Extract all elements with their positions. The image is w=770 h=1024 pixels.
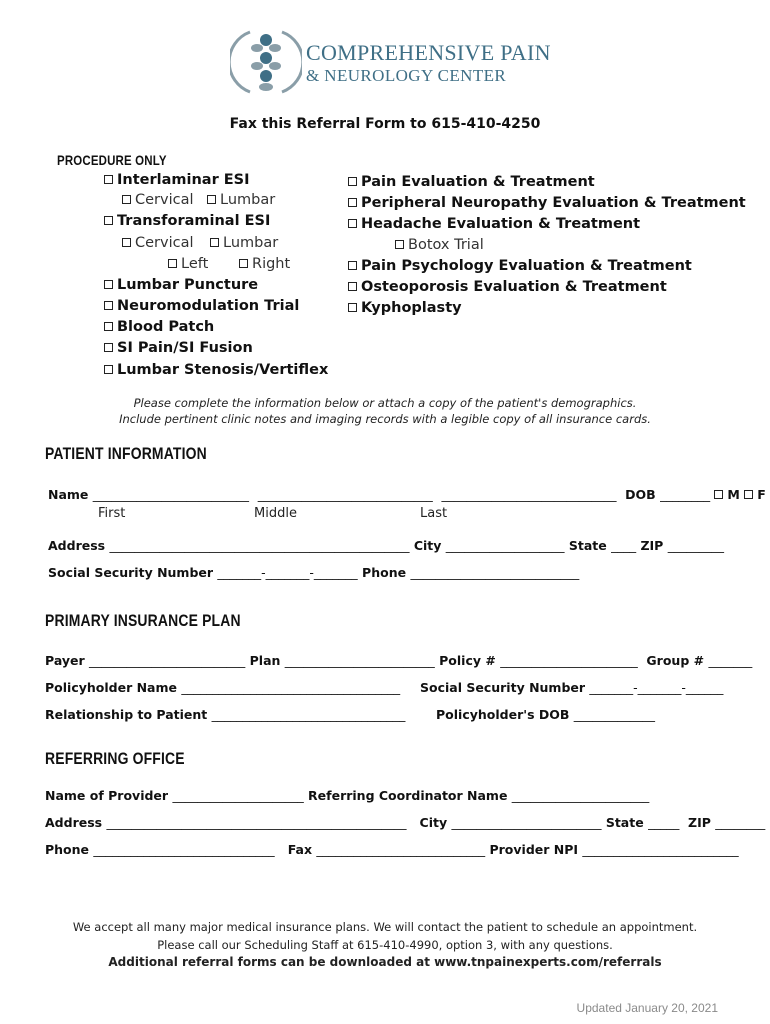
option-label: Kyphoplasty [361,300,462,316]
checkbox-icon[interactable] [348,177,357,186]
checkbox-icon[interactable] [239,259,248,268]
coordinator-field[interactable]: ______________________ [511,788,650,803]
option-label: Lumbar [220,192,276,208]
state-label: State [568,538,607,553]
option-label: Right [252,256,291,272]
option-label: Left [181,256,209,272]
option-headache[interactable] [348,216,640,232]
checkbox-icon[interactable] [104,365,113,374]
holder-ssn-label: Social Security Number [420,680,586,695]
option-osteoporosis[interactable] [348,279,667,295]
checkbox-icon[interactable] [122,238,131,247]
logo-emblem-icon [230,26,302,98]
option-label: Lumbar [223,235,279,251]
city-field[interactable]: ___________________ [445,538,565,553]
org-name-line1: COMPREHENSIVE PAIN [306,40,551,65]
referring-row-2 [45,815,765,830]
relationship-field[interactable]: _______________________________ [211,707,406,722]
option-label: Neuromodulation Trial [117,298,300,314]
option-interlaminar-esi[interactable] [104,172,250,188]
fax-instruction: Fax this Referral Form to 615-410-4250 [229,116,541,132]
option-il-cervical[interactable] [122,192,194,208]
option-label: Pain Evaluation & Treatment [361,174,595,190]
dob-label: DOB [625,487,656,502]
option-tf-right[interactable] [239,256,290,272]
option-kyphoplasty[interactable] [348,300,462,316]
option-label: Interlaminar ESI [117,172,250,188]
policyholder-name-label: Policyholder Name [45,680,177,695]
ssn-label: Social Security Number [48,565,214,580]
option-pain-evaluation[interactable] [348,174,595,190]
sex-m-label: M [727,487,740,502]
holder-dob-group [436,707,655,722]
plan-label: Plan [249,653,281,668]
first-sublabel: First [98,506,126,521]
option-label: Pain Psychology Evaluation & Treatment [361,258,692,274]
option-il-lumbar[interactable] [207,192,275,208]
option-label: Osteoporosis Evaluation & Treatment [361,279,667,295]
insurance-row-1 [45,653,752,668]
provider-name-label: Name of Provider [45,788,169,803]
patient-info-heading: PATIENT INFORMATION [45,444,207,463]
address-field[interactable]: ________________________________________________ [109,538,410,553]
option-neuropathy[interactable] [348,195,746,211]
office-zip-field[interactable]: ________ [715,815,766,830]
option-label: Botox Trial [408,237,484,253]
office-phone-field[interactable]: _____________________________ [93,842,275,857]
policy-field[interactable]: ______________________ [500,653,638,668]
checkbox-icon[interactable] [348,219,357,228]
patient-name-row [48,487,766,502]
option-lumbar-stenosis[interactable] [104,362,328,378]
policy-label: Policy # [439,653,496,668]
option-label: Headache Evaluation & Treatment [361,216,641,232]
option-label: Peripheral Neuropathy Evaluation & Treatment [361,195,746,211]
phone-field[interactable]: ___________________________ [410,565,580,580]
city-label: City [413,538,442,553]
zip-label: ZIP [640,538,664,553]
checkbox-icon[interactable] [122,195,131,204]
option-si-pain[interactable] [104,340,253,356]
option-label: Cervical [135,192,194,208]
office-state-field[interactable]: _____ [648,815,680,830]
footer-line-3: Additional referral forms can be downloaded at www.tnpainexperts.com/referrals [108,955,662,969]
office-city-label: City [419,815,448,830]
office-city-field[interactable]: ________________________ [451,815,602,830]
checkbox-icon[interactable] [104,216,113,225]
office-state-label: State [605,815,644,830]
option-transforaminal-esi[interactable] [104,213,270,229]
option-tf-left[interactable] [168,256,208,272]
state-field[interactable]: ____ [611,538,637,553]
office-address-label: Address [45,815,103,830]
office-phone-label: Phone [45,842,90,857]
logo [230,26,550,98]
checkbox-icon[interactable] [714,490,723,499]
dob-field[interactable]: ________ [660,487,711,502]
option-neuromodulation[interactable] [104,298,299,314]
patient-address-row [48,538,724,553]
holder-dob-field[interactable]: _____________ [573,707,655,722]
referring-row-3 [45,842,739,857]
option-label: Cervical [135,235,194,251]
footer-line-2: Please call our Scheduling Staff at 615-410-4990, option 3, with any questions. [157,938,613,952]
payer-label: Payer [45,653,85,668]
sex-f-label: F [757,487,766,502]
coordinator-label: Referring Coordinator Name [308,788,508,803]
middle-sublabel: Middle [254,506,297,521]
instruction-line-1: Please complete the information below or attach a copy of the patient's demographics. [133,396,637,410]
option-label: Lumbar Puncture [117,277,259,293]
phone-label: Phone [362,565,407,580]
option-lumbar-puncture[interactable] [104,277,258,293]
option-tf-cervical[interactable] [122,235,194,251]
checkbox-icon[interactable] [395,240,404,249]
option-psychology[interactable] [348,258,692,274]
updated-date: Updated January 20, 2021 [576,1001,718,1015]
office-address-field[interactable]: ________________________________________________ [106,815,407,830]
instruction-line-2: Include pertinent clinic notes and imaging records with a legible copy of all insurance cards. [119,412,651,426]
checkbox-icon[interactable] [348,282,357,291]
patient-name-label: Name [48,487,89,502]
middle-name-field[interactable]: ____________________________ [257,487,433,502]
holder-ssn-field[interactable]: _______-_______-______ [589,680,724,695]
option-label: SI Pain/SI Fusion [117,340,253,356]
checkbox-icon[interactable] [207,195,216,204]
zip-field[interactable]: _________ [667,538,724,553]
checkbox-icon[interactable] [104,280,113,289]
procedure-heading: PROCEDURE ONLY [57,152,167,168]
patient-ssn-row [48,565,579,580]
footer-line-1: We accept all many major medical insurance plans. We will contact the patient to schedule an appointment. [72,920,698,934]
checkbox-icon[interactable] [744,490,753,499]
referring-row-1 [45,788,649,803]
checkbox-icon[interactable] [348,261,357,270]
checkbox-icon[interactable] [348,198,357,207]
checkbox-icon[interactable] [210,238,219,247]
insurance-row-2 [45,680,400,695]
holder-dob-label: Policyholder's DOB [436,707,570,722]
npi-field[interactable]: _________________________ [582,842,739,857]
last-name-field[interactable]: ____________________________ [441,487,617,502]
referring-office-heading: REFERRING OFFICE [45,749,185,768]
option-botox[interactable] [395,237,484,253]
first-name-field[interactable]: _________________________ [92,487,250,502]
insurance-ssn-group [420,680,723,695]
relationship-label: Relationship to Patient [45,707,208,722]
ssn-field[interactable]: _______-_______-_______ [217,565,358,580]
checkbox-icon[interactable] [348,303,357,312]
policyholder-name-field[interactable]: ___________________________________ [181,680,401,695]
group-field[interactable]: _______ [708,653,753,668]
npi-label: Provider NPI [489,842,579,857]
group-label: Group # [646,653,705,668]
provider-name-field[interactable]: _____________________ [172,788,304,803]
option-label: Blood Patch [117,319,215,335]
office-fax-field[interactable]: ___________________________ [316,842,486,857]
last-sublabel: Last [420,506,448,521]
office-zip-label: ZIP [688,815,711,830]
checkbox-icon[interactable] [104,301,113,310]
checkbox-icon[interactable] [168,259,177,268]
insurance-heading: PRIMARY INSURANCE PLAN [45,611,241,630]
checkbox-icon[interactable] [104,322,113,331]
address-label: Address [48,538,106,553]
plan-field[interactable]: ________________________ [284,653,435,668]
office-fax-label: Fax [287,842,313,857]
option-blood-patch[interactable] [104,319,214,335]
org-name-line2: & NEUROLOGY CENTER [306,66,507,85]
insurance-row-3 [45,707,405,722]
checkbox-icon[interactable] [104,343,113,352]
option-label: Lumbar Stenosis/Vertiflex [117,362,329,378]
option-tf-lumbar[interactable] [210,235,278,251]
checkbox-icon[interactable] [104,175,113,184]
option-label: Transforaminal ESI [117,213,271,229]
payer-field[interactable]: _________________________ [89,653,246,668]
